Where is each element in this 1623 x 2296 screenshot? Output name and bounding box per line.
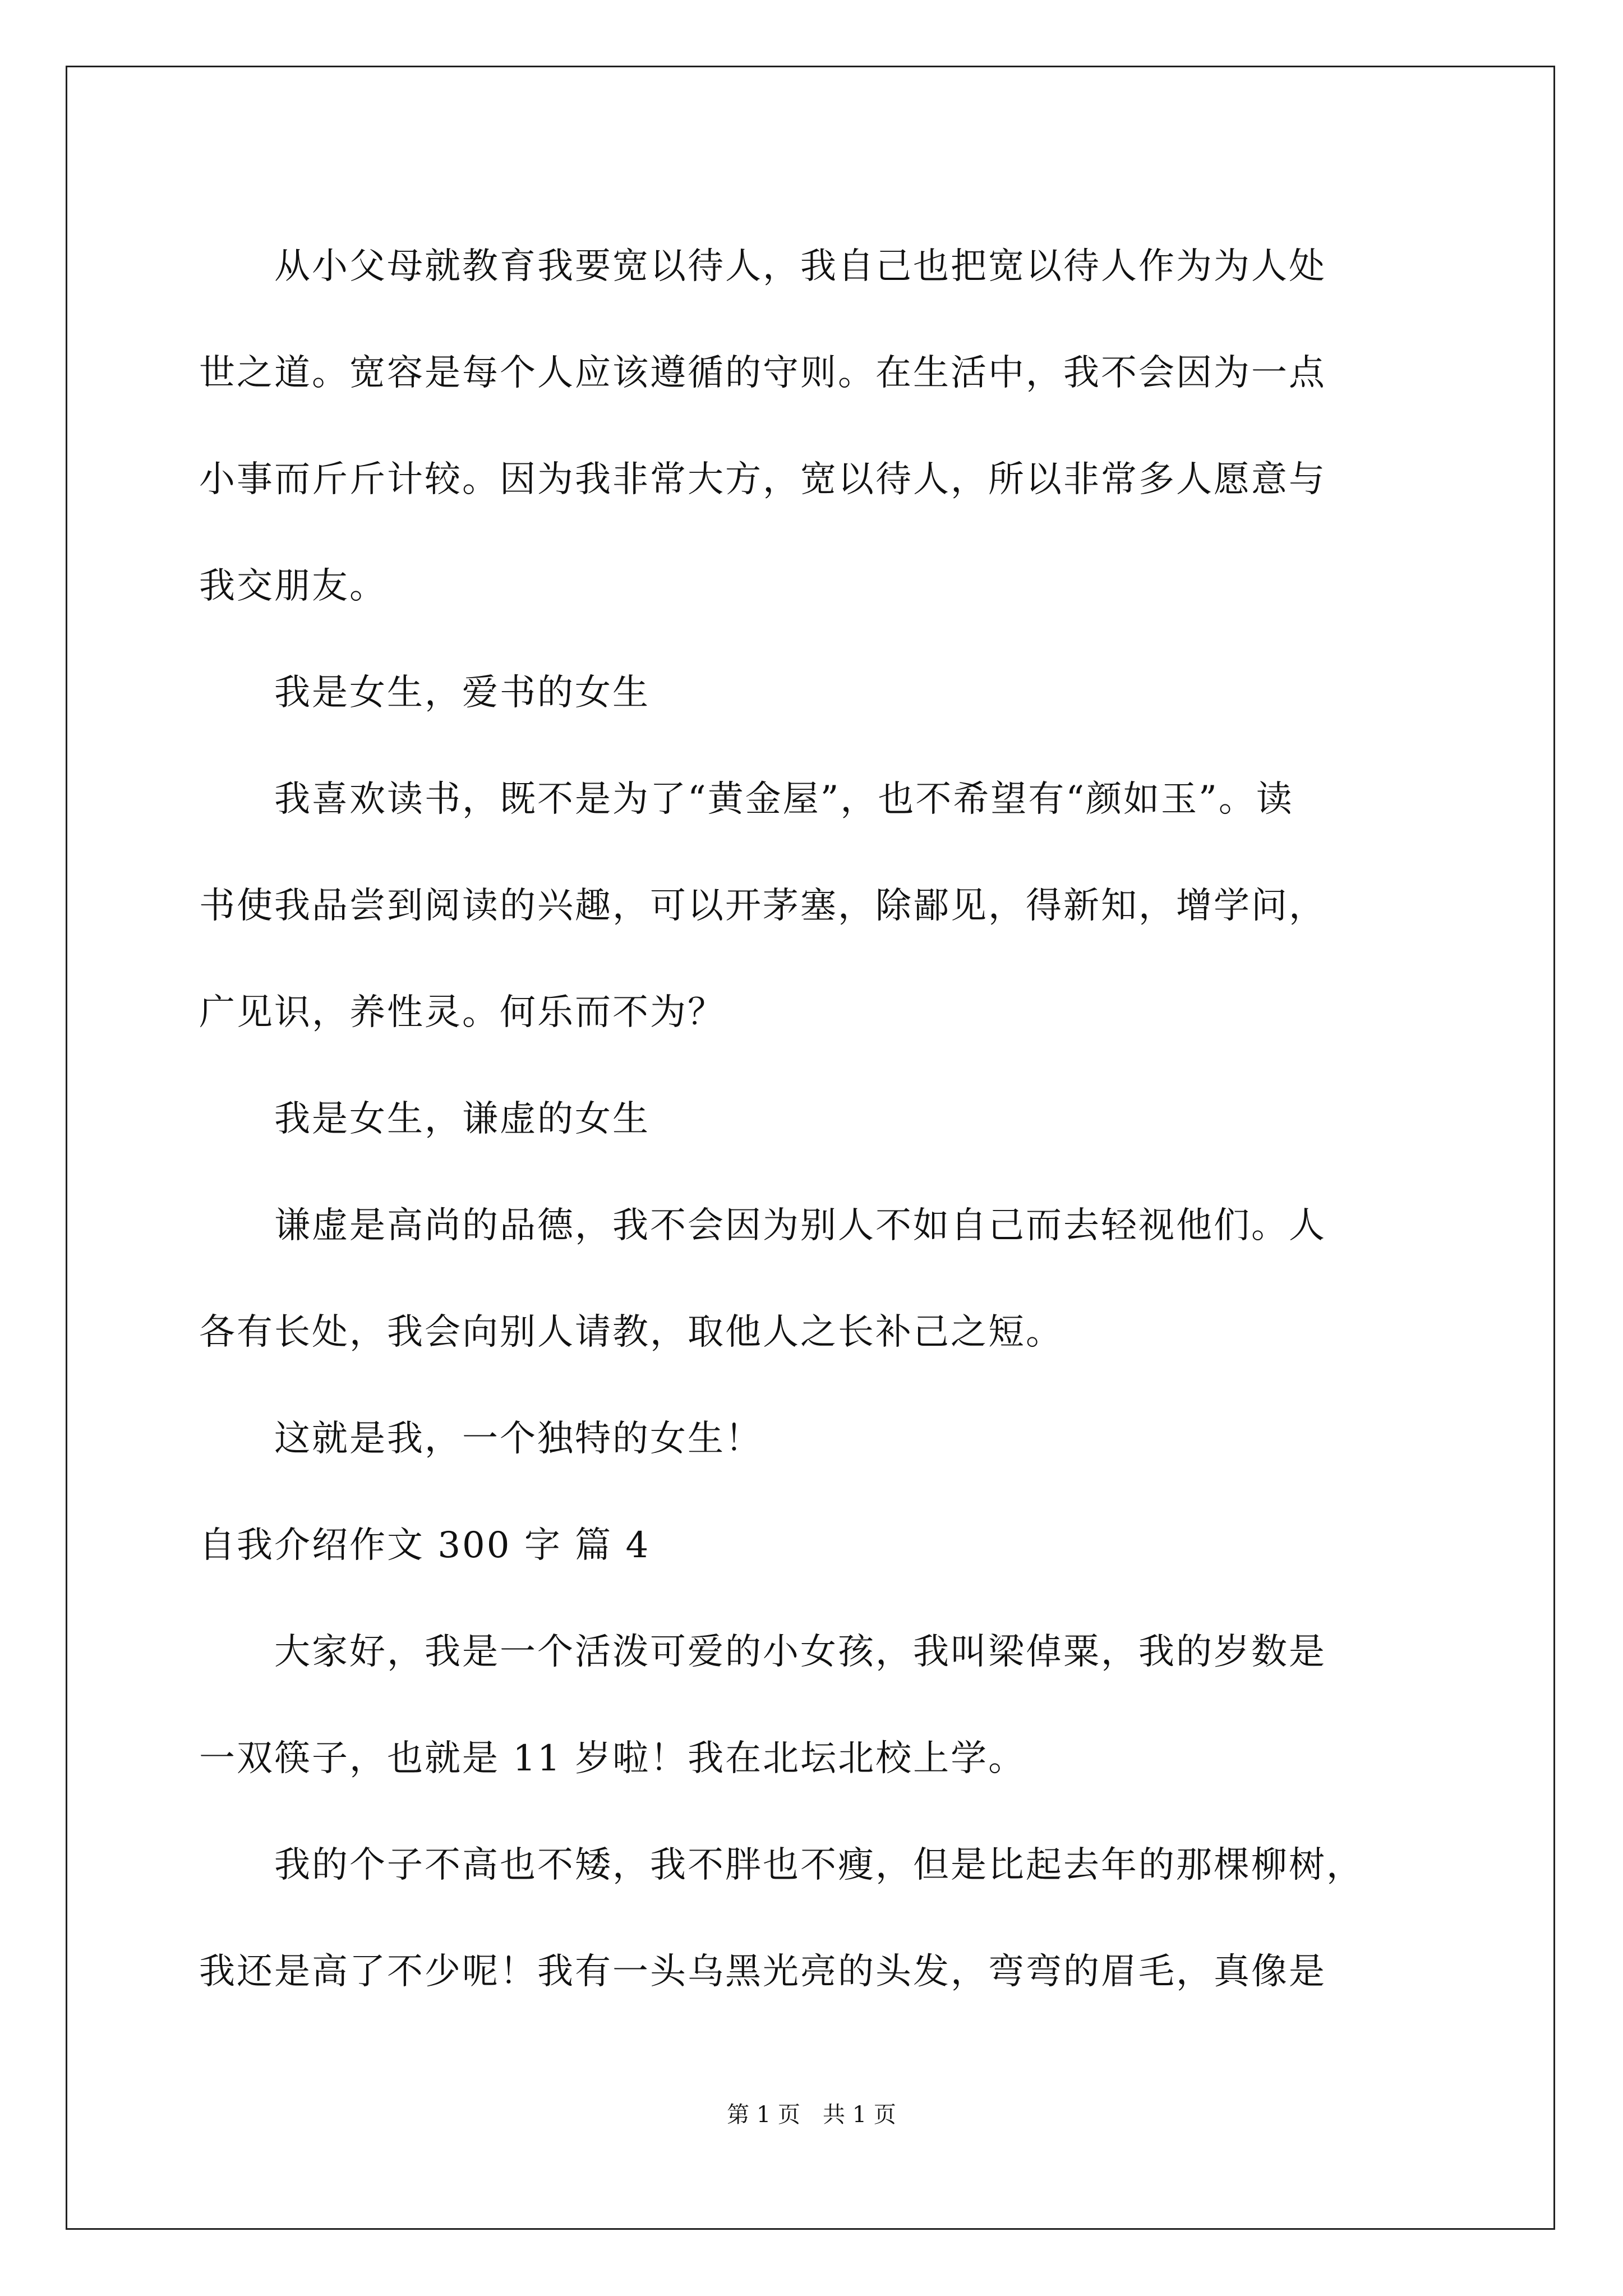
text-line: 从小父母就教育我要宽以待人，我自己也把宽以待人作为为人处	[199, 246, 1326, 287]
text-line: 我的个子不高也不矮，我不胖也不瘦，但是比起去年的那棵柳树，	[199, 1844, 1364, 1886]
text-line: 小事而斤斤计较。因为我非常大方，宽以待人，所以非常多人愿意与	[199, 459, 1326, 500]
text-line: 广见识，养性灵。何乐而不为？	[199, 992, 725, 1033]
text-line: 谦虚是高尚的品德，我不会因为别人不如自己而去轻视他们。人	[199, 1205, 1326, 1246]
text-line: 我喜欢读书，既不是为了“黄金屋”，也不希望有“颜如玉”。读	[199, 779, 1294, 820]
text-line: 大家好，我是一个活泼可爱的小女孩，我叫梁倬粟，我的岁数是	[199, 1631, 1326, 1673]
section-subheading: 我是女生，谦虚的女生	[199, 1098, 650, 1140]
page-footer: 第 1 页 共 1 页	[727, 2102, 896, 2128]
article-heading: 自我介绍作文 300 字 篇 4	[199, 1525, 651, 1566]
text-line: 这就是我，一个独特的女生！	[199, 1418, 763, 1460]
text-line: 书使我品尝到阅读的兴趣，可以开茅塞，除鄙见，得新知，增学问，	[199, 885, 1326, 927]
text-line: 世之道。宽容是每个人应该遵循的守则。在生活中，我不会因为一点	[199, 352, 1326, 394]
text-line: 我交朋友。	[199, 565, 387, 607]
text-line: 一双筷子，也就是 11 岁啦！我在北坛北校上学。	[199, 1738, 1026, 1779]
text-line: 我还是高了不少呢！我有一头乌黑光亮的头发，弯弯的眉毛，真像是	[199, 1951, 1326, 1993]
document-body	[199, 213, 1422, 2025]
text-line: 各有长处，我会向别人请教，取他人之长补己之短。	[199, 1312, 1063, 1353]
section-subheading: 我是女生，爱书的女生	[199, 672, 650, 714]
